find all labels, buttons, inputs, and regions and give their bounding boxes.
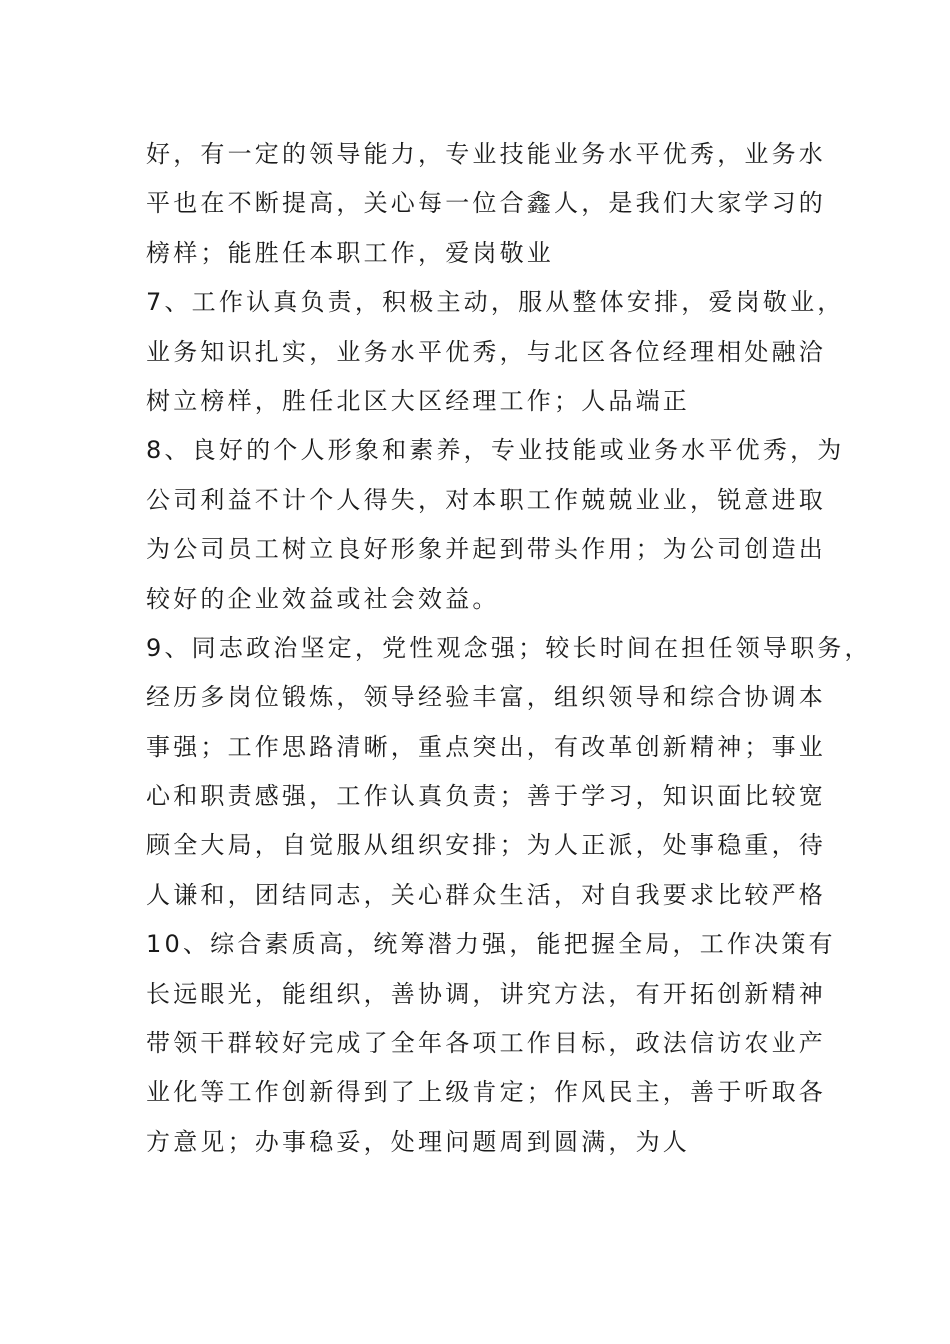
text-line: 人谦和，团结同志，关心群众生活，对自我要求比较严格 xyxy=(146,880,826,909)
text-line: 较好的企业效益或社会效益。 xyxy=(146,584,500,613)
text-line: 顾全大局，自觉服从组织安排；为人正派，处事稳重，待 xyxy=(146,831,826,860)
text-line: 业化等工作创新得到了上级肯定；作风民主，善于听取各 xyxy=(146,1078,826,1107)
text-line: 好，有一定的领导能力，专业技能业务水平优秀，业务水 xyxy=(146,140,826,168)
text-line: 方意见；办事稳妥，处理问题周到圆满，为人 xyxy=(146,1127,690,1156)
text-line: 事强；工作思路清晰，重点突出，有改革创新精神；事业 xyxy=(146,732,826,761)
text-line: 树立榜样，胜任北区大区经理工作；人品端正 xyxy=(146,386,690,415)
text-line: 长远眼光，能组织，善协调，讲究方法，有开拓创新精神 xyxy=(146,979,826,1008)
text-line: 为公司员工树立良好形象并起到带头作用；为公司创造出 xyxy=(146,535,826,564)
text-line: 业务知识扎实，业务水平优秀，与北区各位经理相处融洽 xyxy=(146,337,826,366)
text-line: 7、工作认真负责，积极主动，服从整体安排，爱岗敬业， xyxy=(146,288,845,317)
text-line: 带领干群较好完成了全年各项工作目标，政法信访农业产 xyxy=(146,1029,826,1058)
text-line: 经历多岗位锻炼，领导经验丰富，组织领导和综合协调本 xyxy=(146,683,826,712)
text-line: 平也在不断提高，关心每一位合鑫人，是我们大家学习的 xyxy=(146,189,826,218)
body-text xyxy=(146,130,872,1167)
text-line: 榜样；能胜任本职工作，爱岗敬业 xyxy=(146,238,554,267)
text-line: 8、良好的个人形象和素养，专业技能或业务水平优秀，为 xyxy=(146,436,845,465)
text-line: 10、综合素质高，统筹潜力强，能把握全局，工作决策有 xyxy=(146,930,836,959)
text-line: 9、同志政治坚定，党性观念强；较长时间在担任领导职务， xyxy=(146,633,872,662)
text-line: 心和职责感强，工作认真负责；善于学习，知识面比较宽 xyxy=(146,782,826,811)
text-line: 公司利益不计个人得失，对本职工作兢兢业业，锐意进取 xyxy=(146,485,826,514)
